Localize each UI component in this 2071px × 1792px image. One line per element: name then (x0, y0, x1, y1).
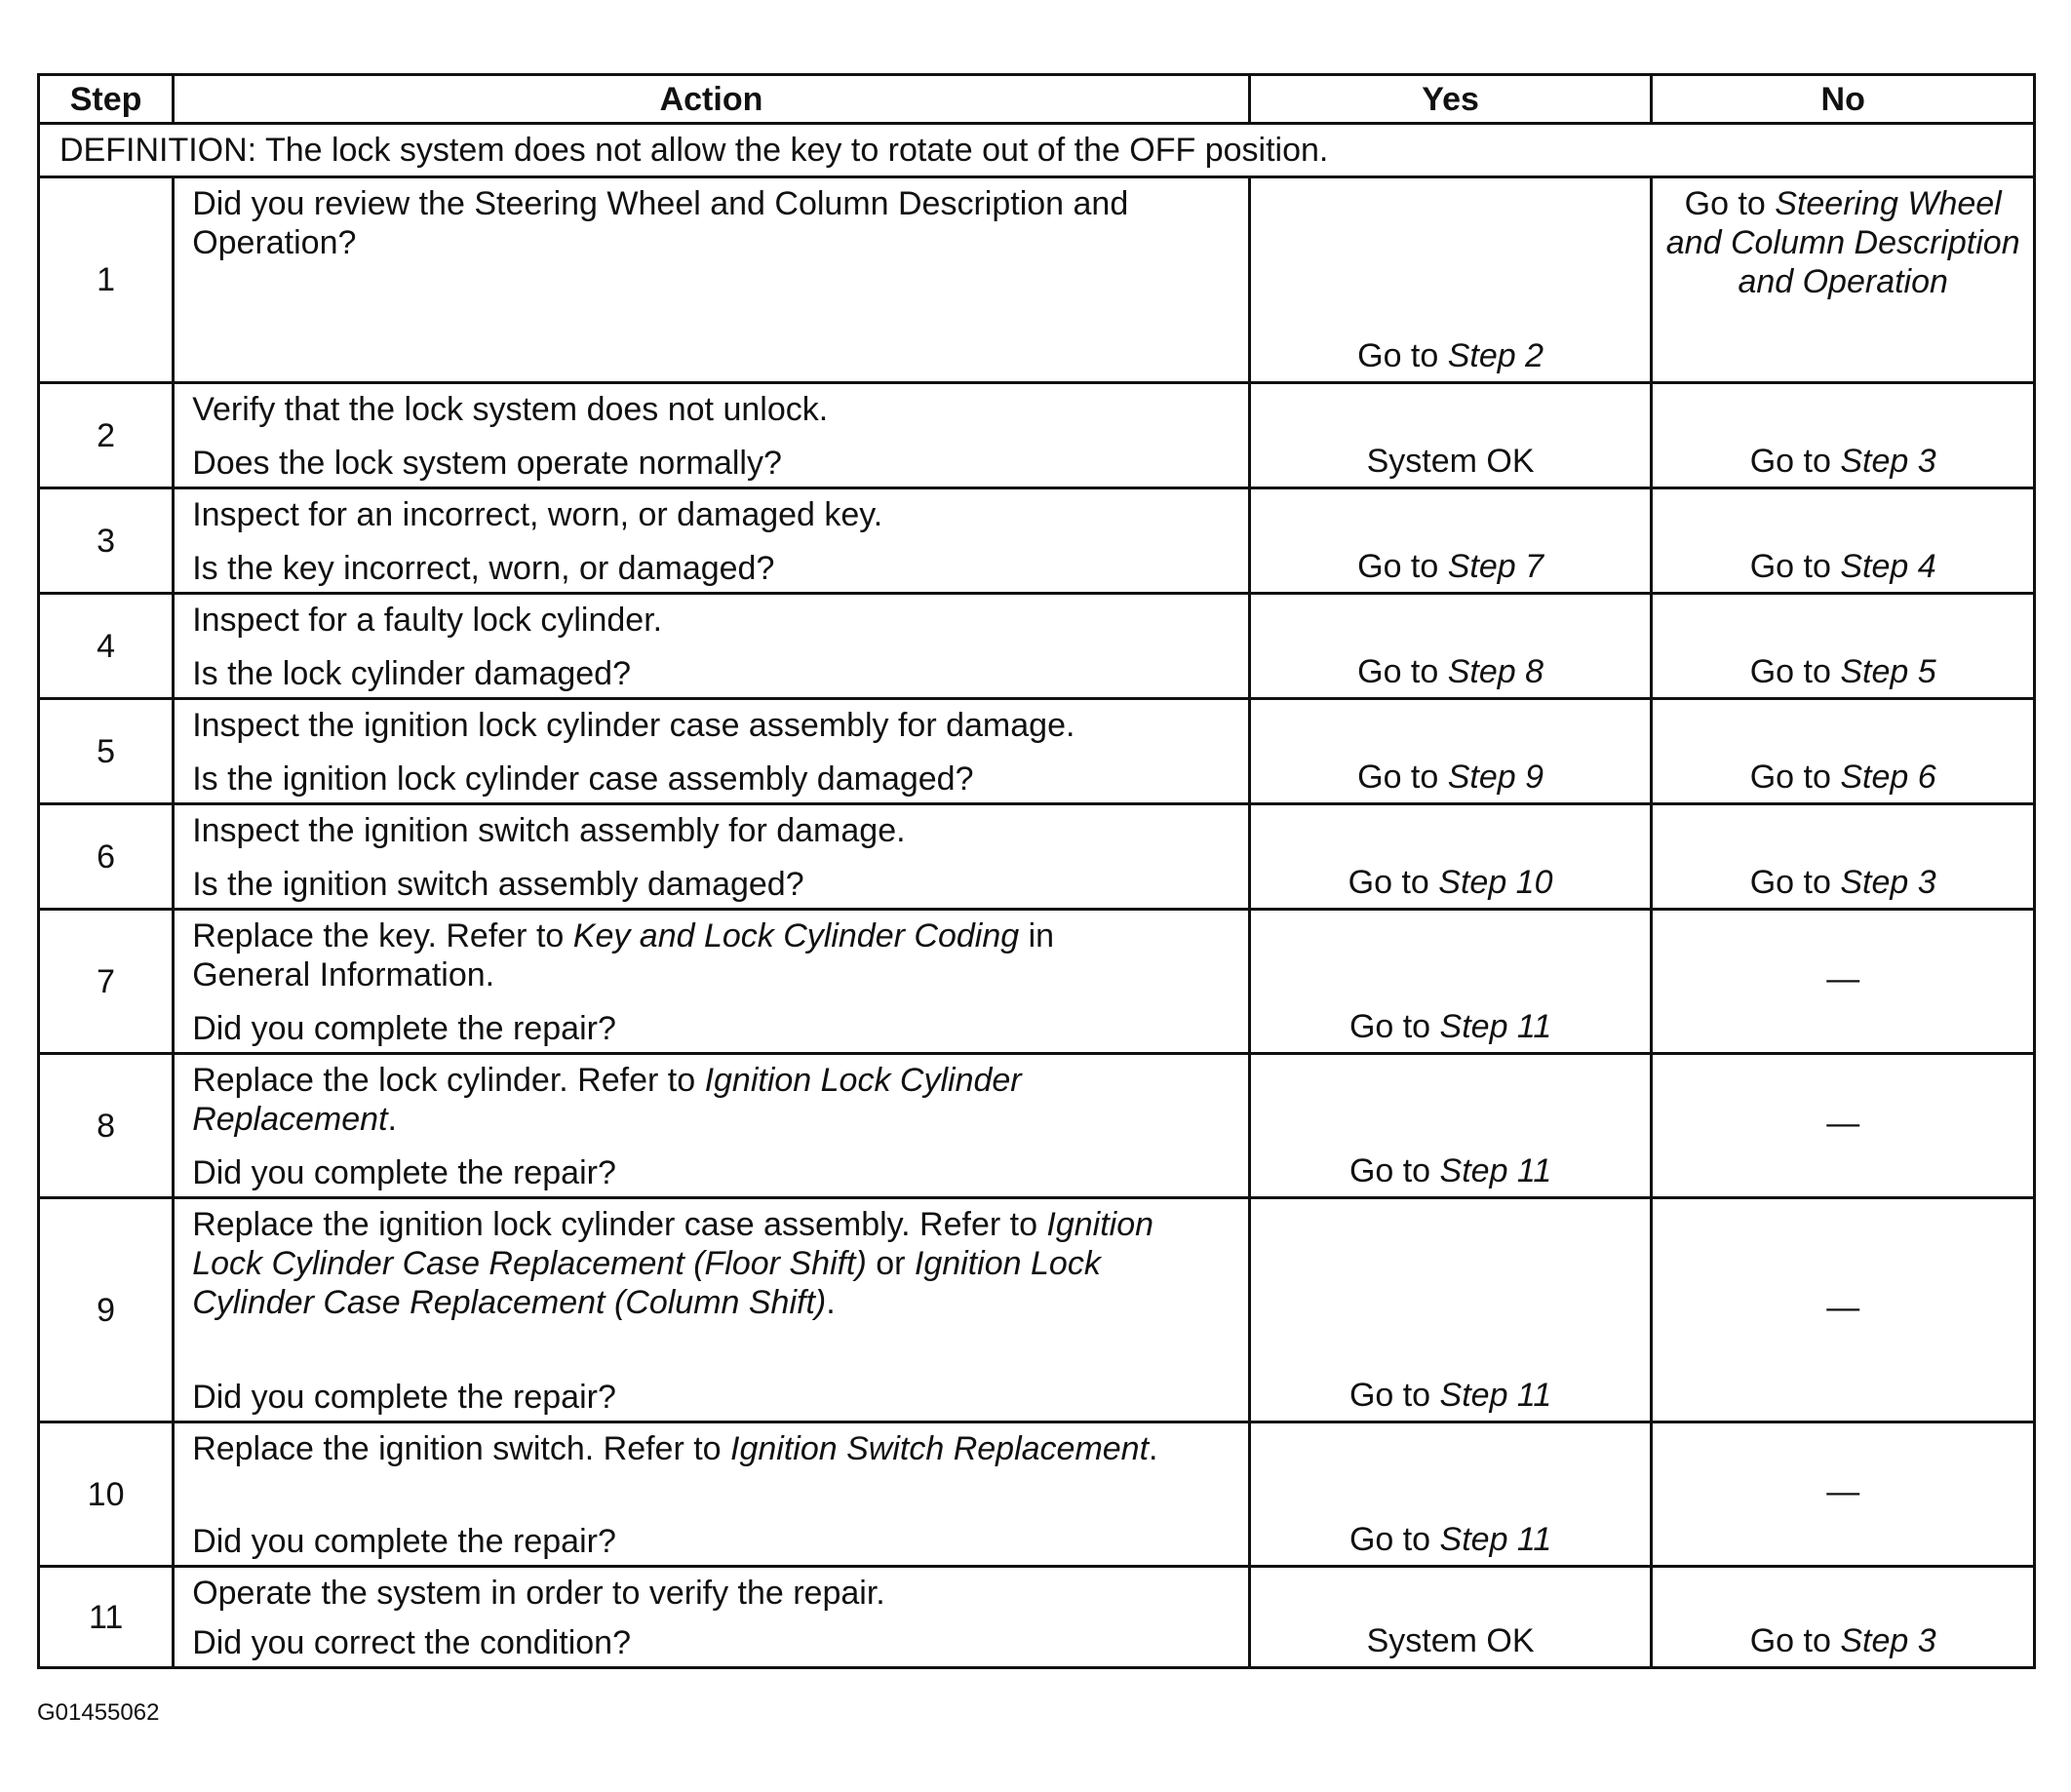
yes-cell (1249, 910, 1652, 1054)
yes-prefix: Go to (1348, 1152, 1440, 1189)
action-cell (174, 1567, 1250, 1668)
action-text: . (826, 1284, 836, 1321)
yes-cell (1249, 1054, 1652, 1198)
action-question: Did you complete the repair? (192, 1010, 616, 1047)
table-row (39, 594, 2035, 699)
action-text: . (1149, 1430, 1158, 1467)
no-prefix: Go to (1749, 443, 1841, 480)
action-cell (174, 804, 1250, 910)
yes-step-link[interactable]: Step 11 (1439, 1377, 1552, 1414)
yes-cell (1249, 1198, 1652, 1422)
yes-step-link[interactable]: Step 11 (1439, 1521, 1552, 1558)
header-row (39, 75, 2035, 124)
yes-step-link[interactable]: Step 9 (1447, 759, 1544, 796)
action-question: Did you complete the repair? (192, 1154, 616, 1191)
table-row (39, 177, 2035, 383)
action-instruction: Verify that the lock system does not unlock. (192, 391, 829, 428)
action-instruction: Inspect the ignition lock cylinder case assembly for damage. (192, 707, 1075, 744)
no-step-link[interactable]: Step 3 (1840, 443, 1936, 480)
step-number: 7 (39, 910, 174, 1054)
table-row (39, 1054, 2035, 1198)
yes-step-link[interactable]: Step 8 (1447, 653, 1544, 690)
action-question: Is the lock cylinder damaged? (192, 655, 631, 692)
action-instruction (192, 916, 1089, 994)
no-prefix: Go to (1749, 759, 1841, 796)
yes-step-link[interactable]: Step 11 (1439, 1008, 1552, 1045)
action-instruction (192, 1205, 1231, 1322)
no-cell (1652, 488, 2035, 594)
definition-row (39, 124, 2035, 177)
header-yes: Yes (1249, 75, 1652, 124)
table-row (39, 488, 2035, 594)
step-number: 1 (39, 177, 174, 383)
yes-prefix: Go to (1348, 1521, 1440, 1558)
no-cell (1652, 177, 2035, 383)
action-reference-link[interactable]: Key and Lock Cylinder Coding (572, 917, 1020, 954)
action-reference-link[interactable]: Ignition Lock Cylinder Replacement (192, 1062, 1022, 1138)
diagnostic-table (37, 73, 2036, 1669)
yes-step-link[interactable]: Step 11 (1439, 1152, 1552, 1189)
step-number: 2 (39, 383, 174, 488)
step-number: 6 (39, 804, 174, 910)
action-instruction: Operate the system in order to verify the repair. (192, 1575, 885, 1612)
step-number: 5 (39, 699, 174, 804)
yes-prefix: Go to (1357, 548, 1448, 585)
no-prefix: Go to (1749, 864, 1841, 901)
step-number: 9 (39, 1198, 174, 1422)
action-reference-link[interactable]: Ignition Lock Cylinder Case Replacement (Floor Shift) (192, 1206, 1154, 1282)
table-row (39, 910, 2035, 1054)
yes-prefix: Go to (1357, 337, 1448, 374)
figure-id: G01455062 (37, 1699, 160, 1726)
no-step-link[interactable]: Step 5 (1840, 653, 1936, 690)
action-cell (174, 699, 1250, 804)
action-text: . (387, 1101, 397, 1138)
table-row (39, 1422, 2035, 1567)
action-text: Replace the ignition switch. Refer to (192, 1430, 731, 1467)
table-row (39, 383, 2035, 488)
step-number: 8 (39, 1054, 174, 1198)
action-cell (174, 177, 1250, 383)
action-cell (174, 488, 1250, 594)
no-step-link[interactable]: Step 6 (1840, 759, 1936, 796)
action-question: Did you complete the repair? (192, 1379, 616, 1416)
no-cell: — (1652, 1422, 2035, 1567)
yes-step-link[interactable]: Step 10 (1438, 864, 1553, 901)
action-cell (174, 910, 1250, 1054)
yes-prefix: Go to (1357, 653, 1448, 690)
header-step: Step (39, 75, 174, 124)
yes-cell (1249, 1422, 1652, 1567)
no-step-link[interactable]: Step 3 (1840, 864, 1936, 901)
action-question: Did you complete the repair? (192, 1523, 616, 1560)
action-text: in General Information. (192, 917, 1055, 993)
yes-prefix: Go to (1348, 1008, 1440, 1045)
action-cell (174, 1198, 1250, 1422)
step-number: 3 (39, 488, 174, 594)
no-step-link[interactable]: Step 4 (1840, 548, 1936, 585)
action-question: Does the lock system operate normally? (192, 445, 782, 482)
action-instruction (192, 1429, 1231, 1468)
no-cell (1652, 594, 2035, 699)
yes-prefix: Go to (1348, 864, 1439, 901)
action-text: Replace the lock cylinder. Refer to (192, 1062, 705, 1099)
action-instruction: Did you review the Steering Wheel and Column Description and Operation? (192, 185, 1129, 261)
yes-cell (1249, 488, 1652, 594)
no-cell (1652, 1567, 2035, 1668)
action-question: Is the ignition lock cylinder case assembly damaged? (192, 760, 974, 798)
step-number: 4 (39, 594, 174, 699)
yes-cell (1249, 177, 1652, 383)
yes-step-link[interactable]: Step 2 (1447, 337, 1544, 374)
action-instruction: Inspect for an incorrect, worn, or damaged key. (192, 496, 883, 533)
action-instruction: Inspect for a faulty lock cylinder. (192, 602, 663, 639)
no-cell (1652, 699, 2035, 804)
action-text: or (866, 1245, 915, 1282)
no-cell: — (1652, 1054, 2035, 1198)
no-prefix: Go to (1749, 1622, 1841, 1659)
action-text: Replace the ignition lock cylinder case assembly. Refer to (192, 1206, 1047, 1243)
table-row (39, 1567, 2035, 1668)
table-row (39, 1198, 2035, 1422)
no-prefix: Go to (1749, 548, 1841, 585)
yes-cell (1249, 699, 1652, 804)
no-cell (1652, 383, 2035, 488)
action-cell (174, 383, 1250, 488)
yes-step-link[interactable]: Step 7 (1447, 548, 1544, 585)
header-no: No (1652, 75, 2035, 124)
header-action: Action (174, 75, 1250, 124)
action-instruction: Inspect the ignition switch assembly for damage. (192, 812, 906, 849)
action-reference-link[interactable]: Ignition Switch Replacement (730, 1430, 1150, 1467)
yes-cell: System OK (1249, 1567, 1652, 1668)
table-row (39, 699, 2035, 804)
action-question: Is the ignition switch assembly damaged? (192, 866, 804, 903)
yes-prefix: Go to (1348, 1377, 1440, 1414)
action-cell (174, 594, 1250, 699)
action-question: Did you correct the condition? (192, 1624, 631, 1661)
no-prefix: Go to (1684, 185, 1776, 222)
yes-cell: System OK (1249, 383, 1652, 488)
definition-text: DEFINITION: The lock system does not allow the key to rotate out of the OFF position. (39, 124, 2035, 177)
no-cell (1652, 804, 2035, 910)
yes-cell (1249, 594, 1652, 699)
step-number: 10 (39, 1422, 174, 1567)
table-row (39, 804, 2035, 910)
action-reference-link[interactable]: Ignition Lock Cylinder Case Replacement (Column Shift) (192, 1245, 1101, 1321)
step-number: 11 (39, 1567, 174, 1668)
no-step-link[interactable]: Step 3 (1840, 1622, 1936, 1659)
no-cell: — (1652, 910, 2035, 1054)
action-instruction (192, 1061, 1089, 1139)
no-cell: — (1652, 1198, 2035, 1422)
yes-cell (1249, 804, 1652, 910)
no-prefix: Go to (1749, 653, 1841, 690)
action-text: Replace the key. Refer to (192, 917, 573, 954)
yes-prefix: Go to (1357, 759, 1448, 796)
no-reference-link[interactable]: Steering Wheel and Column Description and Operation (1665, 185, 2020, 300)
action-cell (174, 1422, 1250, 1567)
action-cell (174, 1054, 1250, 1198)
action-question: Is the key incorrect, worn, or damaged? (192, 550, 775, 587)
